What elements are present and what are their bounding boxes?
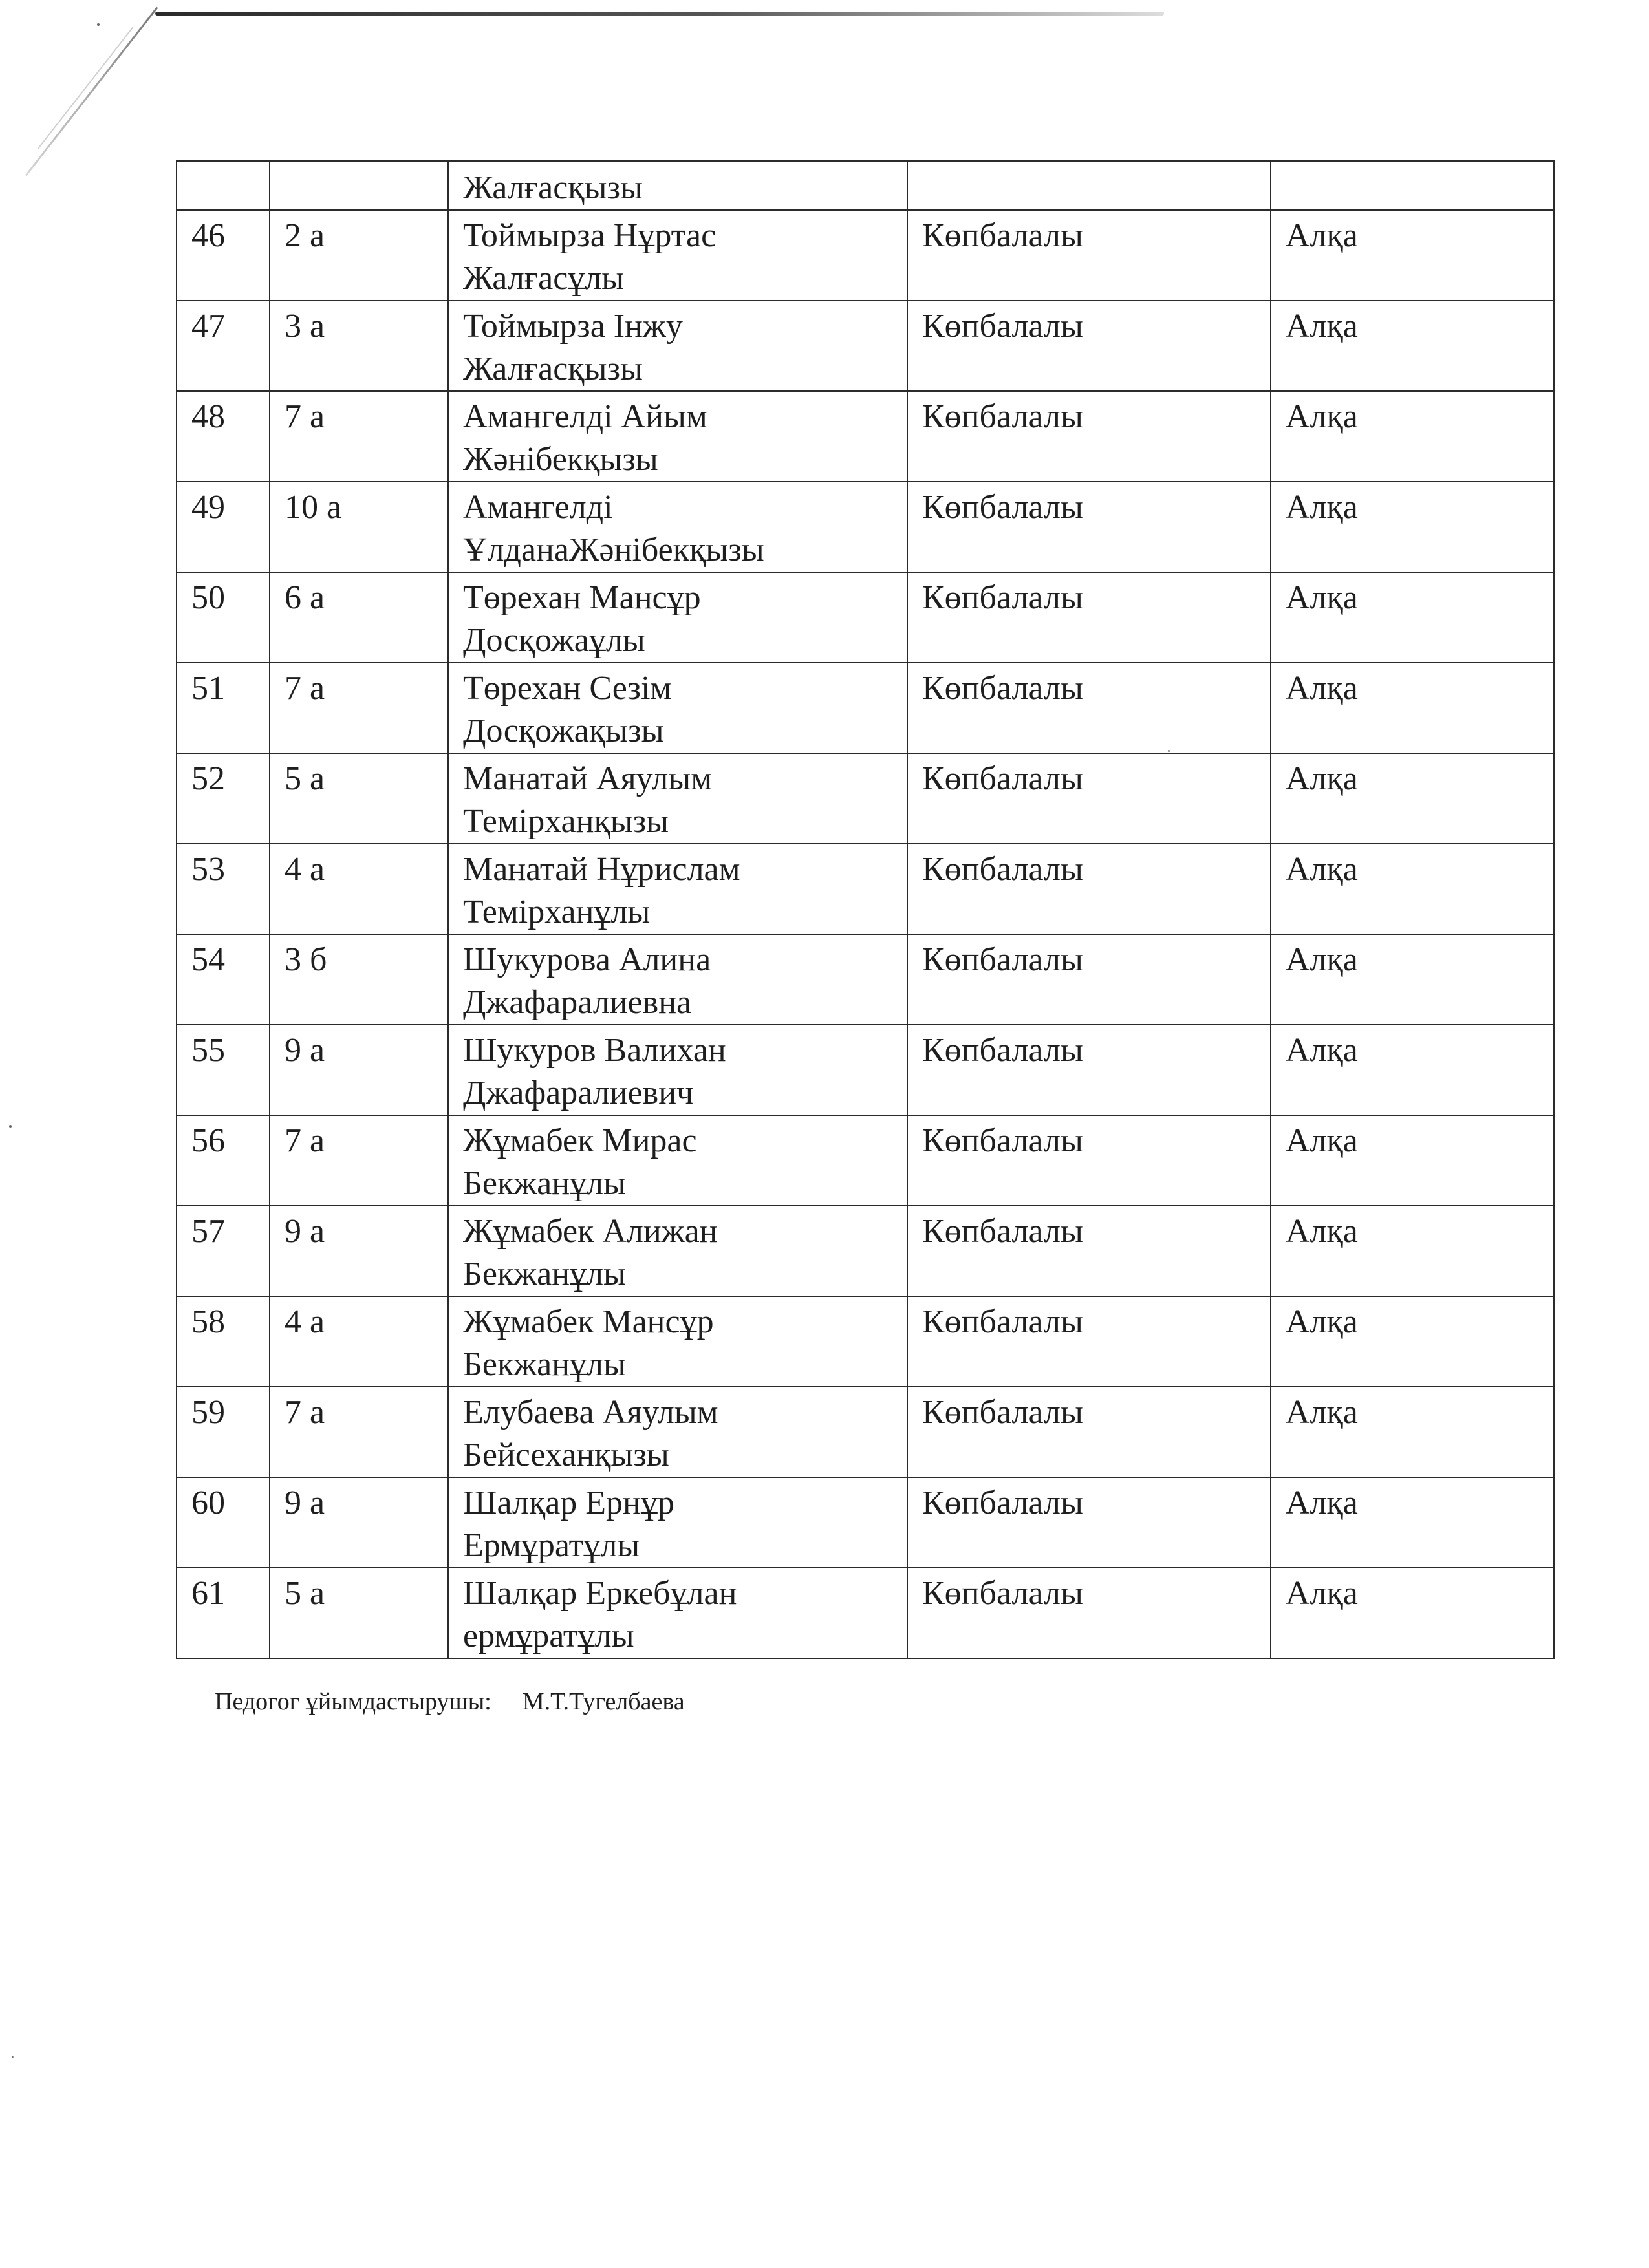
cell-num: 55 xyxy=(177,1025,270,1115)
name-first-line: Жұмабек Мирас xyxy=(463,1122,697,1159)
table-row xyxy=(177,753,1554,844)
table-row xyxy=(177,1115,1554,1206)
continuation-row xyxy=(177,161,1554,210)
table-row xyxy=(177,482,1554,572)
cell-group: Алқа xyxy=(1271,753,1554,844)
cell-status: Көпбалалы xyxy=(907,934,1271,1025)
cell-group: Алқа xyxy=(1271,210,1554,301)
cell-name xyxy=(448,301,907,391)
cell-num: 52 xyxy=(177,753,270,844)
name-patronymic: Бекжанұлы xyxy=(463,1165,626,1202)
name-first-line: Тоймырза Нұртас xyxy=(463,217,717,254)
cell-grade: 6 а xyxy=(270,572,448,663)
cell-name xyxy=(448,844,907,934)
name-patronymic: Жалғасұлы xyxy=(463,260,625,297)
scan-artifact-top-line xyxy=(155,12,1164,16)
table-row xyxy=(177,663,1554,753)
cell-grade: 9 а xyxy=(270,1025,448,1115)
cell-grade: 10 а xyxy=(270,482,448,572)
name-patronymic: Жалғасқызы xyxy=(463,169,643,206)
cell-num: 54 xyxy=(177,934,270,1025)
cell-status xyxy=(907,161,1271,210)
name-patronymic: Жалғасқызы xyxy=(463,350,643,387)
cell-group: Алқа xyxy=(1271,934,1554,1025)
cell-num: 56 xyxy=(177,1115,270,1206)
cell-num: 49 xyxy=(177,482,270,572)
cell-grade: 9 а xyxy=(270,1206,448,1296)
cell-group: Алқа xyxy=(1271,1296,1554,1387)
name-first-line: Амангелді Айым xyxy=(463,398,707,435)
cell-status: Көпбалалы xyxy=(907,1387,1271,1477)
name-first-line: Шалқар Еркебұлан xyxy=(463,1575,737,1612)
name-first-line: Амангелді xyxy=(463,489,613,526)
name-patronymic: Досқожақызы xyxy=(463,712,664,749)
name-patronymic: Бейсеханқызы xyxy=(463,1437,669,1473)
cell-name xyxy=(448,934,907,1025)
cell-name xyxy=(448,1025,907,1115)
cell-status: Көпбалалы xyxy=(907,391,1271,482)
name-first-line: Төрехан Сезім xyxy=(463,670,672,707)
name-patronymic: Жәнібекқызы xyxy=(463,441,658,478)
name-patronymic: ермұратұлы xyxy=(463,1618,634,1654)
cell-name xyxy=(448,753,907,844)
cell-name xyxy=(448,663,907,753)
cell-grade: 7 а xyxy=(270,1115,448,1206)
name-patronymic: Темірханұлы xyxy=(463,893,651,930)
table-row xyxy=(177,1568,1554,1658)
name-first-line: Жұмабек Алижан xyxy=(463,1213,718,1250)
name-patronymic: Досқожаұлы xyxy=(463,622,645,659)
name-first-line: Жұмабек Мансұр xyxy=(463,1303,714,1340)
name-patronymic: Бекжанұлы xyxy=(463,1256,626,1292)
table-row xyxy=(177,1296,1554,1387)
table-row xyxy=(177,391,1554,482)
cell-group: Алқа xyxy=(1271,301,1554,391)
cell-group: Алқа xyxy=(1271,1025,1554,1115)
cell-status: Көпбалалы xyxy=(907,1115,1271,1206)
cell-name xyxy=(448,1387,907,1477)
cell-status: Көпбалалы xyxy=(907,663,1271,753)
cell-num: 59 xyxy=(177,1387,270,1477)
name-patronymic: Темірханқызы xyxy=(463,803,669,840)
name-first-line: Шукурова Алина xyxy=(463,941,711,978)
signature-person: М.Т.Тугелбаева xyxy=(522,1688,685,1715)
students-table-body xyxy=(177,161,1554,1658)
cell-grade: 9 а xyxy=(270,1477,448,1568)
cell-name xyxy=(448,1206,907,1296)
cell-name xyxy=(448,1115,907,1206)
cell-status: Көпбалалы xyxy=(907,1477,1271,1568)
signature-role: Педогог ұйымдастырушы: xyxy=(215,1688,491,1715)
cell-status: Көпбалалы xyxy=(907,301,1271,391)
table-row xyxy=(177,1387,1554,1477)
students-table xyxy=(176,160,1555,1659)
table-row xyxy=(177,1025,1554,1115)
name-patronymic: Джафаралиевна xyxy=(463,984,692,1021)
name-first-line: Шукуров Валихан xyxy=(463,1032,726,1069)
name-first-line: Елубаева Аяулым xyxy=(463,1394,718,1431)
cell-num: 58 xyxy=(177,1296,270,1387)
cell-num: 50 xyxy=(177,572,270,663)
cell-name xyxy=(448,1477,907,1568)
table-row xyxy=(177,844,1554,934)
cell-group: Алқа xyxy=(1271,1115,1554,1206)
cell-grade: 2 а xyxy=(270,210,448,301)
name-patronymic: ҰлданаЖәнібекқызы xyxy=(463,531,764,568)
cell-grade: 3 б xyxy=(270,934,448,1025)
cell-grade: 3 а xyxy=(270,301,448,391)
cell-status: Көпбалалы xyxy=(907,1568,1271,1658)
table-row xyxy=(177,210,1554,301)
cell-num xyxy=(177,161,270,210)
cell-grade: 7 а xyxy=(270,391,448,482)
cell-num: 48 xyxy=(177,391,270,482)
table-row xyxy=(177,1206,1554,1296)
scan-speck xyxy=(9,1125,12,1128)
name-first-line: Манатай Аяулым xyxy=(463,760,713,797)
scan-speck xyxy=(97,23,100,26)
cell-group: Алқа xyxy=(1271,1568,1554,1658)
cell-num: 57 xyxy=(177,1206,270,1296)
cell-status: Көпбалалы xyxy=(907,753,1271,844)
cell-group xyxy=(1271,161,1554,210)
scan-artifact-diagonal-line-faint xyxy=(37,27,133,149)
cell-group: Алқа xyxy=(1271,663,1554,753)
cell-name xyxy=(448,1296,907,1387)
scan-artifact-diagonal-line xyxy=(25,7,158,177)
cell-status: Көпбалалы xyxy=(907,1025,1271,1115)
cell-group: Алқа xyxy=(1271,844,1554,934)
name-first-line: Манатай Нұрислам xyxy=(463,851,740,888)
name-patronymic: Джафаралиевич xyxy=(463,1075,694,1111)
name-patronymic: Бекжанұлы xyxy=(463,1346,626,1383)
cell-group: Алқа xyxy=(1271,482,1554,572)
name-first-line: Шалқар Ернұр xyxy=(463,1484,674,1521)
cell-grade: 5 а xyxy=(270,753,448,844)
cell-group: Алқа xyxy=(1271,572,1554,663)
cell-name xyxy=(448,572,907,663)
name-patronymic: Ермұратұлы xyxy=(463,1527,640,1564)
name-first-line: Тоймырза Інжу xyxy=(463,308,683,345)
table-row xyxy=(177,934,1554,1025)
cell-grade: 4 а xyxy=(270,1296,448,1387)
cell-status: Көпбалалы xyxy=(907,1206,1271,1296)
signature-line xyxy=(215,1687,685,1716)
cell-name xyxy=(448,391,907,482)
cell-num: 51 xyxy=(177,663,270,753)
cell-group: Алқа xyxy=(1271,391,1554,482)
cell-num: 46 xyxy=(177,210,270,301)
cell-group: Алқа xyxy=(1271,1387,1554,1477)
table-row xyxy=(177,1477,1554,1568)
cell-grade: 5 а xyxy=(270,1568,448,1658)
cell-grade: 4 а xyxy=(270,844,448,934)
cell-name xyxy=(448,161,907,210)
cell-name xyxy=(448,1568,907,1658)
cell-status: Көпбалалы xyxy=(907,572,1271,663)
cell-num: 61 xyxy=(177,1568,270,1658)
cell-status: Көпбалалы xyxy=(907,482,1271,572)
cell-status: Көпбалалы xyxy=(907,210,1271,301)
cell-grade xyxy=(270,161,448,210)
cell-group: Алқа xyxy=(1271,1206,1554,1296)
cell-grade: 7 а xyxy=(270,1387,448,1477)
cell-num: 60 xyxy=(177,1477,270,1568)
cell-name xyxy=(448,210,907,301)
cell-status: Көпбалалы xyxy=(907,1296,1271,1387)
scan-speck xyxy=(12,2056,14,2058)
cell-num: 47 xyxy=(177,301,270,391)
cell-num: 53 xyxy=(177,844,270,934)
table-row xyxy=(177,301,1554,391)
name-first-line: Төрехан Мансұр xyxy=(463,579,701,616)
cell-group: Алқа xyxy=(1271,1477,1554,1568)
cell-grade: 7 а xyxy=(270,663,448,753)
cell-name xyxy=(448,482,907,572)
table-row xyxy=(177,572,1554,663)
cell-status: Көпбалалы xyxy=(907,844,1271,934)
